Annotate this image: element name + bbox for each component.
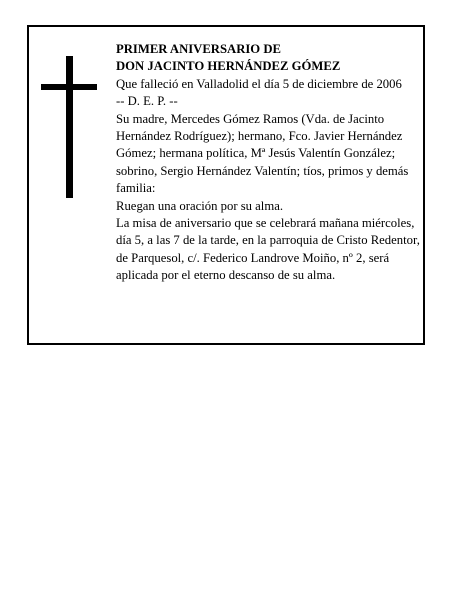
cross-vertical-bar [66, 56, 73, 198]
mass-info: La misa de aniversario que se celebrará mañana miércoles, día 5, a las 7 de la tarde, en la parroquia de Cristo Redentor, de Parquesol, c/. Federico Landrove Moiño, nº 2, será aplicada por el eterno descanso de su alma. [116, 216, 420, 283]
prayer-request: Ruegan una oración por su alma. [116, 198, 284, 213]
cross-horizontal-bar [41, 84, 97, 90]
notice-text [116, 41, 426, 285]
notice-title-line-2: DON JACINTO HERNÁNDEZ GÓMEZ [116, 59, 341, 74]
family-list: Su madre, Mercedes Gómez Ramos (Vda. de Jacinto Hernández Rodríguez); hermano, Fco. Javier Hernández Gómez; hermana política, Mª Jesús Valentín González; sobrino, Sergio Hernández Valentín; tíos, primos y demás familia: [116, 111, 409, 196]
death-info: Que falleció en Valladolid el día 5 de diciembre de 2006 [116, 76, 402, 91]
obituary-notice [27, 25, 425, 345]
notice-title-line-1: PRIMER ANIVERSARIO DE [116, 42, 281, 56]
dep-line: -- D. E. P. -- [116, 94, 178, 109]
